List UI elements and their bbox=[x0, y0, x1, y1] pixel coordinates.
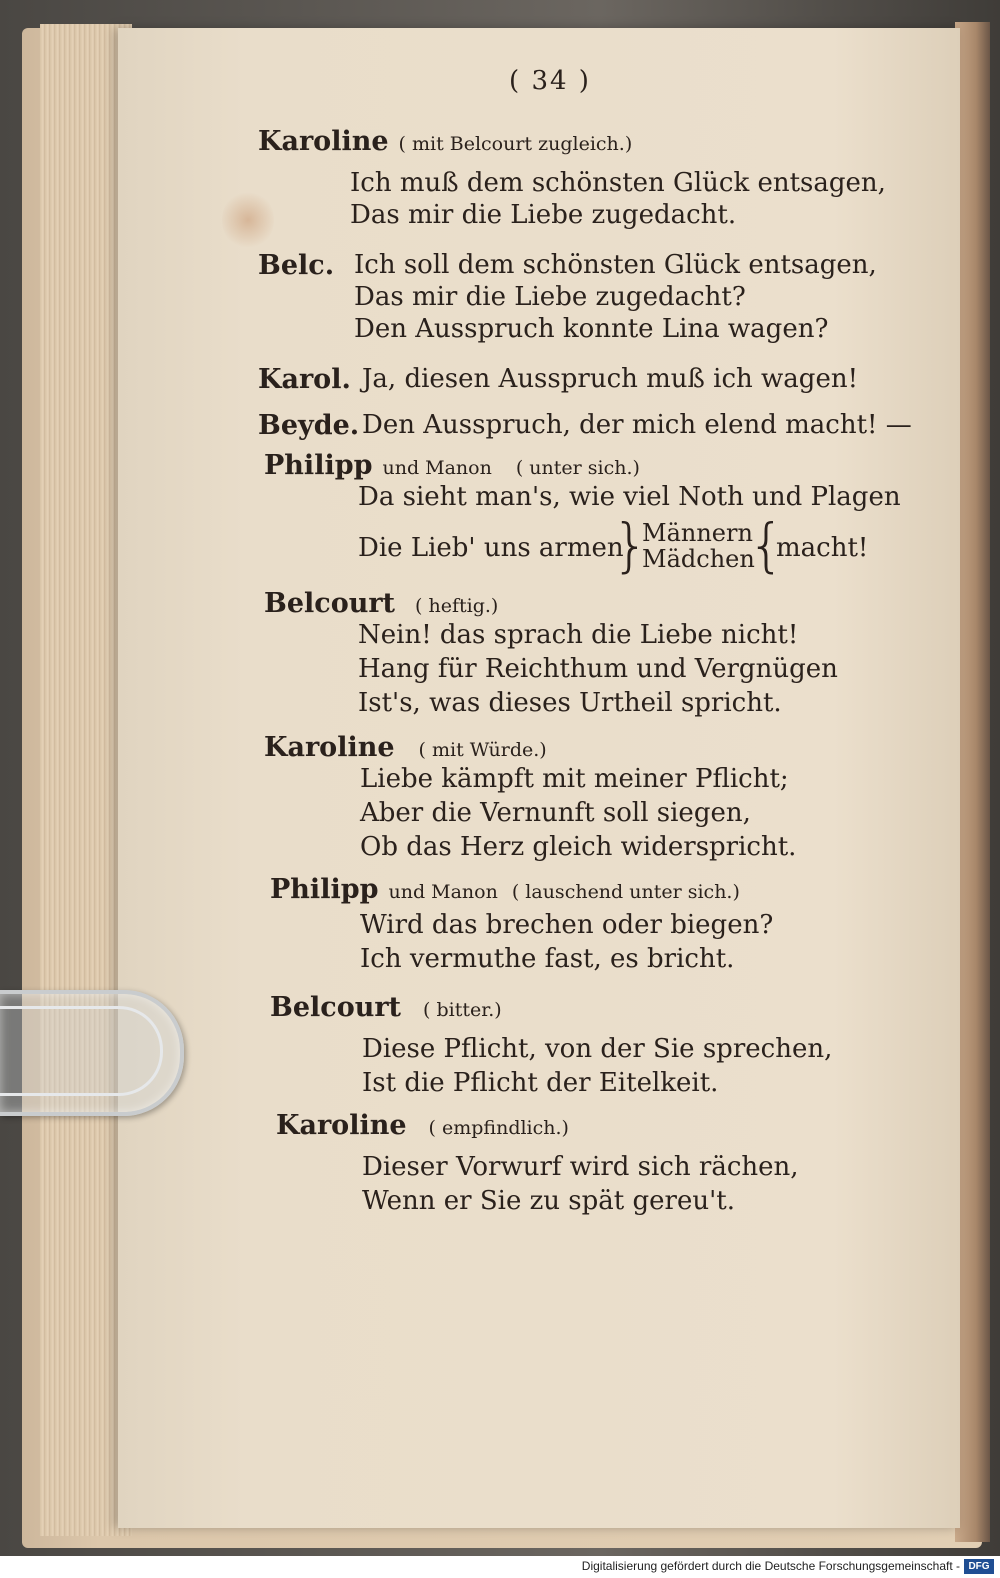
speaker-beyde: Beyde. bbox=[258, 410, 360, 441]
verse-line: Dieser Vorwurf wird sich rächen, bbox=[362, 1152, 799, 1182]
speaker-extra: und Manon bbox=[382, 457, 492, 479]
paper-clip-inner bbox=[0, 1006, 163, 1096]
speaker-philipp-manon bbox=[264, 450, 640, 481]
verse-line: Nein! das sprach die Liebe nicht! bbox=[358, 620, 799, 650]
speaker-philipp-manon bbox=[270, 874, 740, 905]
brace-options bbox=[642, 520, 755, 572]
brace-suffix: macht! bbox=[776, 533, 869, 563]
speaker-name: Karoline bbox=[258, 126, 389, 157]
verse-line: Ich muß dem schönsten Glück entsagen, bbox=[350, 168, 886, 198]
brace-prefix: Die Lieb' uns armen bbox=[358, 533, 624, 563]
speaker-karoline bbox=[258, 126, 632, 157]
verse-line: Wird das brechen oder biegen? bbox=[360, 910, 774, 940]
speaker-karol: Karol. bbox=[258, 364, 351, 395]
verse-line: Wenn er Sie zu spät gereu't. bbox=[362, 1186, 735, 1216]
stage-direction: ( lauschend unter sich.) bbox=[511, 881, 740, 903]
stage-direction: ( empfindlich.) bbox=[428, 1117, 569, 1139]
verse-line: Diese Pflicht, von der Sie sprechen, bbox=[362, 1034, 833, 1064]
speaker-name: Karoline bbox=[264, 732, 395, 763]
stage-direction: ( unter sich.) bbox=[515, 457, 640, 479]
verse-line: Ob das Herz gleich widerspricht. bbox=[360, 832, 797, 862]
verse-line: Den Ausspruch konnte Lina wagen? bbox=[354, 314, 829, 344]
speaker-belc: Belc. bbox=[258, 250, 335, 281]
footer-credit: Digitalisierung gefördert durch die Deutsche Forschungsgemeinschaft - bbox=[581, 1559, 960, 1573]
verse-line: Ja, diesen Ausspruch muß ich wagen! bbox=[362, 364, 859, 394]
brace-left: } bbox=[612, 511, 649, 579]
page-number: ( 34 ) bbox=[509, 66, 591, 96]
verse-line: Ich soll dem schönsten Glück entsagen, bbox=[354, 250, 877, 280]
verse-line: Aber die Vernunft soll siegen, bbox=[360, 798, 751, 828]
brace-option: Mädchen bbox=[642, 545, 755, 573]
speaker-belcourt bbox=[264, 588, 498, 619]
verse-line: Das mir die Liebe zugedacht. bbox=[350, 200, 737, 230]
verse-line: Das mir die Liebe zugedacht? bbox=[354, 282, 746, 312]
stage-direction: ( heftig.) bbox=[415, 595, 499, 617]
speaker-name: Philipp bbox=[264, 450, 373, 481]
speaker-karoline bbox=[276, 1110, 569, 1141]
brace-right: { bbox=[748, 511, 785, 579]
speaker-extra: und Manon bbox=[388, 881, 498, 903]
stage-direction: ( bitter.) bbox=[423, 999, 502, 1021]
speaker-name: Belcourt bbox=[270, 992, 402, 1023]
paper-stain bbox=[222, 190, 274, 250]
verse-line: Liebe kämpft mit meiner Pflicht; bbox=[360, 764, 789, 794]
right-book-edge bbox=[955, 22, 990, 1542]
speaker-name: Philipp bbox=[270, 874, 379, 905]
verse-line: Ich vermuthe fast, es bricht. bbox=[360, 944, 735, 974]
brace-option: Männern bbox=[642, 519, 753, 547]
verse-line: Den Ausspruch, der mich elend macht! — bbox=[362, 410, 912, 440]
dfg-logo: DFG bbox=[964, 1559, 994, 1574]
footer-bar bbox=[0, 1556, 1000, 1578]
verse-line: Ist's, was dieses Urtheil spricht. bbox=[358, 688, 782, 718]
verse-line: Ist die Pflicht der Eitelkeit. bbox=[362, 1068, 719, 1098]
stage-direction: ( mit Würde.) bbox=[418, 739, 547, 761]
verse-line: Da sieht man's, wie viel Noth und Plagen bbox=[358, 482, 901, 512]
verse-line: Hang für Reichthum und Vergnügen bbox=[358, 654, 838, 684]
speaker-belcourt bbox=[270, 992, 502, 1023]
speaker-name: Belcourt bbox=[264, 588, 396, 619]
speaker-karoline bbox=[264, 732, 547, 763]
speaker-name: Karoline bbox=[276, 1110, 407, 1141]
stage-direction: ( mit Belcourt zugleich.) bbox=[398, 133, 633, 155]
